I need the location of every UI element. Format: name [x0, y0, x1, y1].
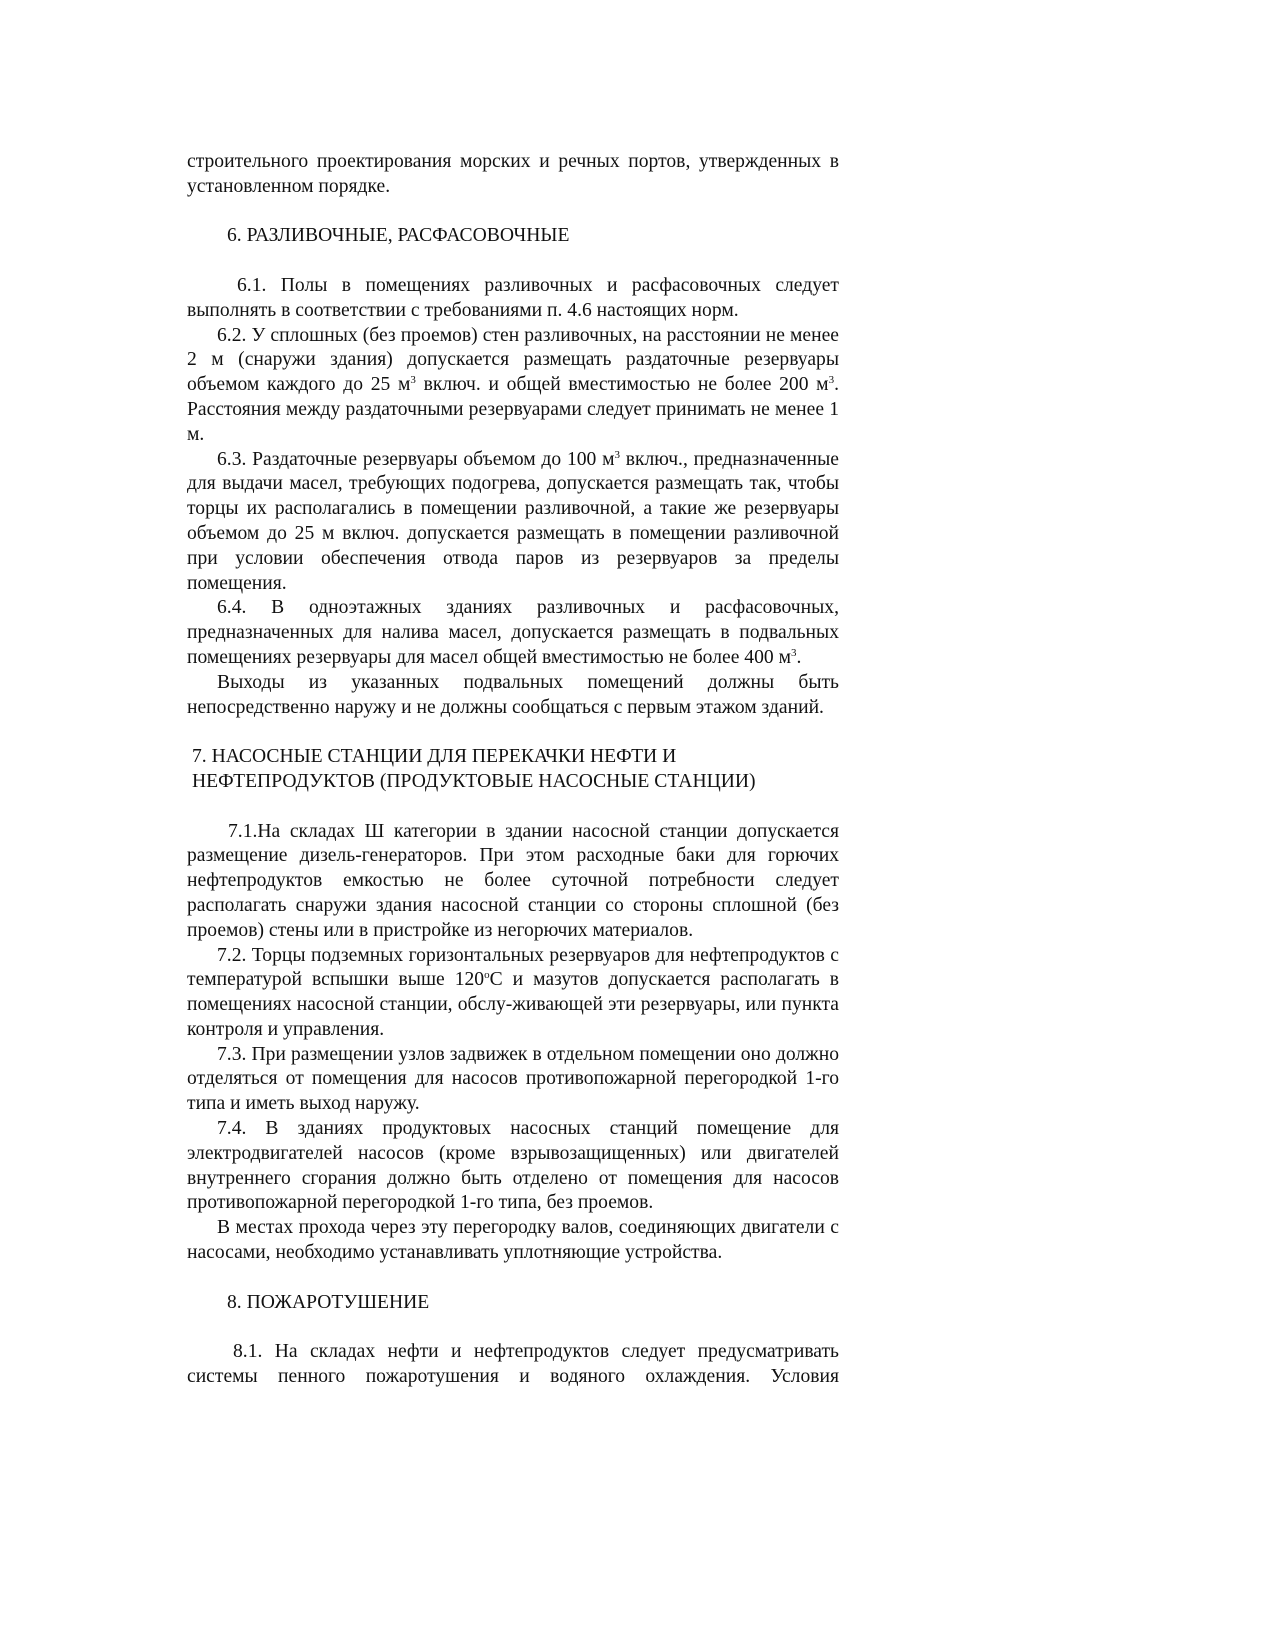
section-6-heading: 6. РАЗЛИВОЧНЫЕ, РАСФАСОВОЧНЫЕ — [227, 225, 570, 247]
section-7-heading-line-1: 7. НАСОСНЫЕ СТАНЦИИ ДЛЯ ПЕРЕКАЧКИ НЕФТИ И — [192, 746, 677, 768]
paragraph-6-1: 6.1. Полы в помещениях разливочных и расфасовочных следует выполнять в соответствии с требованиями п. 4.6 настоящих норм. — [187, 274, 839, 321]
paragraph-6-2-part-a: 6.2. У сплошных (без проемов) стен разливочных, на расстоянии не менее 2 м (снаружи здания) допускается размещать раздаточные резервуары объемом каждого до 25 м — [187, 324, 839, 396]
paragraph-6-5: Выходы из указанных подвальных помещений должны быть непосредственно наружу и не должны сообщаться с первым этажом зданий. — [187, 671, 839, 718]
paragraph-6-3 — [187, 448, 839, 597]
superscript-degree: о — [484, 969, 490, 982]
paragraph-6-4-part-a: 6.4. В одноэтажных зданиях разливочных и расфасовочных, предназначенных для налива масел, допускается размещать в подвальных помещениях резервуары для масел общей вместимостью не более 400 м — [187, 597, 839, 668]
section-8-heading: 8. ПОЖАРОТУШЕНИЕ — [227, 1291, 430, 1313]
paragraph-6-3-part-b: включ., предназначенные для выдачи масел, требующих подогрева, допускается размещать так, чтобы торцы их располагались в помещении разливочной, а такие же резервуары объемом до 25 м включ. допускается размещать в помещении разливочной при условии обеспечения отвода паров из резервуаров за пределы помещения. — [187, 448, 839, 594]
section-7-heading-line-2: НЕФТЕПРОДУКТОВ (ПРОДУКТОВЫЕ НАСОСНЫЕ СТАНЦИИ) — [192, 770, 756, 792]
paragraph-7-5: В местах прохода через эту перегородку валов, соединяющих двигатели с насосами, необходимо устанавливать уплотняющие устройства. — [187, 1217, 839, 1264]
paragraph-6-3-part-a: 6.3. Раздаточные резервуары объемом до 100 м — [217, 448, 615, 470]
paragraph-7-3: 7.3. При размещении узлов задвижек в отдельном помещении оно должно отделяться от помещения для насосов противопожарной перегородкой 1-го типа и иметь выход наружу. — [187, 1043, 839, 1115]
superscript-cubic: 3 — [828, 374, 835, 387]
paragraph-7-4: 7.4. В зданиях продуктовых насосных станций помещение для электродвигателей насосов (кроме взрывозащищенных) или двигателей внутреннего сгорания должно быть отделено от помещения для насосов противопожарной перегородкой 1-го типа, без проемов. — [187, 1118, 839, 1214]
intro-paragraph: строительного проектирования морских и речных портов, утвержденных в установленном порядке. — [187, 151, 839, 197]
paragraph-6-2 — [187, 324, 839, 448]
paragraph-7-2-part-a: 7.2. Торцы подземных горизонтальных резервуаров для нефтепродуктов с температурой вспышки выше 120 — [187, 944, 839, 991]
paragraph-6-4 — [187, 596, 839, 670]
paragraph-6-4-part-b: . — [796, 646, 802, 668]
paragraph-6-2-part-b: включ. и общей вместимостью не более 200 м — [415, 374, 829, 396]
paragraph-7-2-part-b: С и мазутов допускается располагать в помещениях насосной станции, обслу-живающей эти резервуары, или пункта контроля и управления. — [187, 969, 839, 1040]
superscript-cubic: 3 — [614, 448, 620, 461]
page-content — [187, 150, 839, 1390]
paragraph-7-2 — [187, 944, 839, 1043]
paragraph-7-1: 7.1.На складах Ш категории в здании насосной станции допускается размещение дизель-генераторов. При этом расходные баки для горючих нефтепродуктов емкостью не более суточной потребности следует располагать снаружи здания насосной станции со стороны сплошной (без проемов) стены или в пристройке из негорючих материалов. — [187, 820, 839, 941]
paragraph-8-1: 8.1. На складах нефти и нефтепродуктов следует предусматривать системы пенного пожаротушения и водяного охлаждения. Условия — [187, 1341, 839, 1388]
superscript-cubic: 3 — [410, 374, 416, 387]
superscript-cubic: 3 — [790, 646, 797, 659]
paragraph-6-2-part-c: . Расстояния между раздаточными резервуарами следует принимать не менее 1 м. — [187, 374, 839, 445]
